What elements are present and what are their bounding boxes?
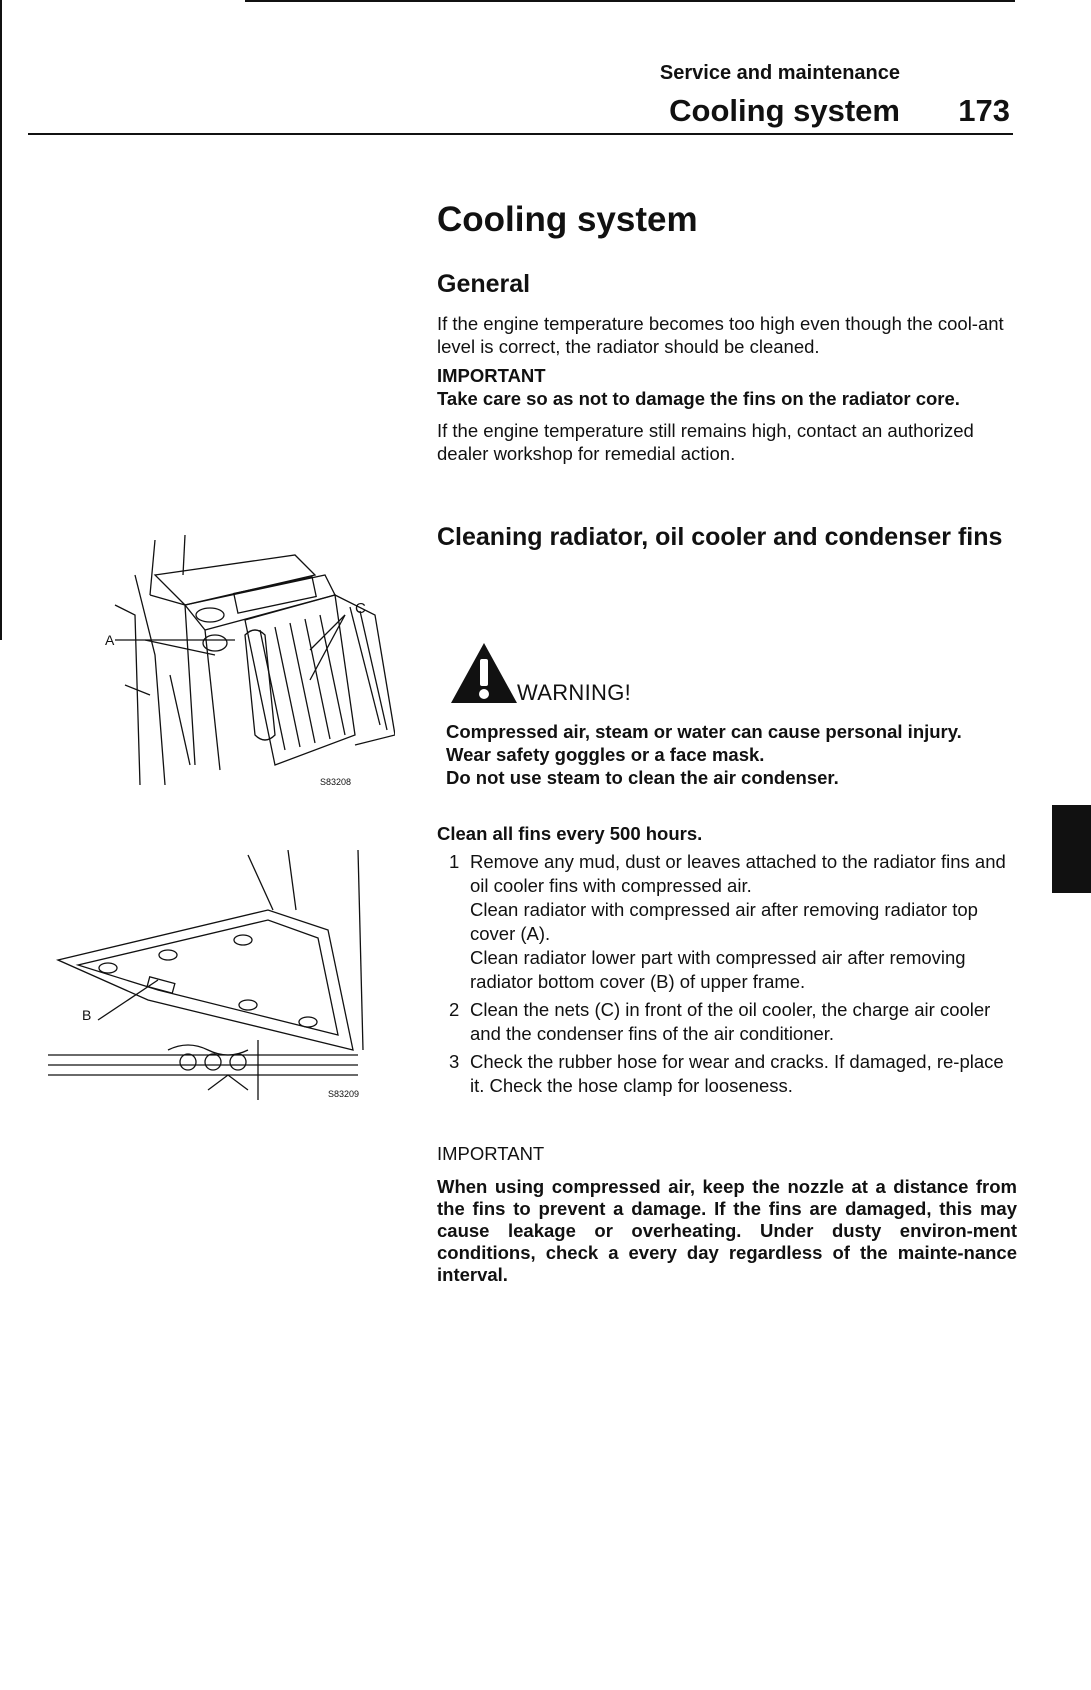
cleaning-heading: Cleaning radiator, oil cooler and condenser fins bbox=[437, 523, 1003, 551]
figure-code: S83209 bbox=[328, 1089, 360, 1099]
header-rule bbox=[28, 133, 1013, 135]
list-item bbox=[437, 850, 1017, 994]
radiator-top-cover-illustration bbox=[95, 535, 395, 795]
page-edge bbox=[0, 0, 2, 640]
general-paragraph-2: If the engine temperature still remains high, contact an authorized dealer workshop for remedial action. bbox=[437, 420, 974, 464]
warning-line: Do not use steam to clean the air condenser. bbox=[446, 767, 839, 788]
cleaning-important-text: When using compressed air, keep the nozzle at a distance from the fins to prevent a damage. If the fins are damaged, this may cause leakage or overheating. Under dusty environ-ment conditions, check a every day regardless of the mainte-nance interval. bbox=[437, 1176, 1017, 1285]
warning-title: WARNING! bbox=[517, 680, 632, 705]
warning-triangle-icon bbox=[449, 641, 519, 705]
step-number: 1 bbox=[449, 851, 460, 872]
step-text: Remove any mud, dust or leaves attached to the radiator fins and oil cooler fins with compressed air. bbox=[470, 851, 1006, 896]
step-text: Clean radiator with compressed air after removing radiator top cover (A). bbox=[470, 899, 978, 944]
general-paragraph-1: If the engine temperature becomes too high even though the cool-ant level is correct, the radiator should be cleaned. bbox=[437, 313, 1004, 357]
general-important-label: IMPORTANT bbox=[437, 365, 546, 386]
cleaning-important-label: IMPORTANT bbox=[437, 1143, 545, 1164]
radiator-bottom-cover-illustration bbox=[48, 850, 388, 1110]
step-text: Clean the nets (C) in front of the oil cooler, the charge air cooler and the condenser fins of the air conditioner. bbox=[470, 999, 991, 1044]
step-number: 3 bbox=[449, 1051, 460, 1072]
list-item bbox=[437, 1050, 1017, 1098]
figure-label-b: B bbox=[82, 1007, 92, 1023]
cleaning-interval: Clean all fins every 500 hours. bbox=[437, 823, 703, 844]
warning-line: Wear safety goggles or a face mask. bbox=[446, 744, 765, 765]
step-text: Clean radiator lower part with compressed air after removing radiator bottom cover (B) of upper frame. bbox=[470, 947, 966, 992]
general-heading: General bbox=[437, 270, 531, 298]
general-important-text: Take care so as not to damage the fins on the radiator core. bbox=[437, 388, 960, 409]
header-chapter-title: Cooling system bbox=[669, 93, 900, 128]
page-title: Cooling system bbox=[437, 200, 698, 239]
figure-label-c: C bbox=[355, 600, 366, 617]
warning-line: Compressed air, steam or water can cause personal injury. bbox=[446, 721, 962, 742]
cleaning-steps-list bbox=[437, 850, 1017, 1102]
header-section-label: Service and maintenance bbox=[659, 62, 900, 84]
step-text: Check the rubber hose for wear and cracks. If damaged, re-place it. Check the hose clamp for looseness. bbox=[470, 1051, 1004, 1096]
figure-code: S83208 bbox=[320, 777, 352, 787]
figure-label-a: A bbox=[105, 632, 115, 648]
list-item bbox=[437, 998, 1017, 1046]
step-number: 2 bbox=[449, 999, 460, 1020]
top-rule bbox=[245, 0, 1015, 2]
chapter-tab-marker bbox=[1052, 805, 1091, 893]
page-number: 173 bbox=[958, 93, 1010, 128]
